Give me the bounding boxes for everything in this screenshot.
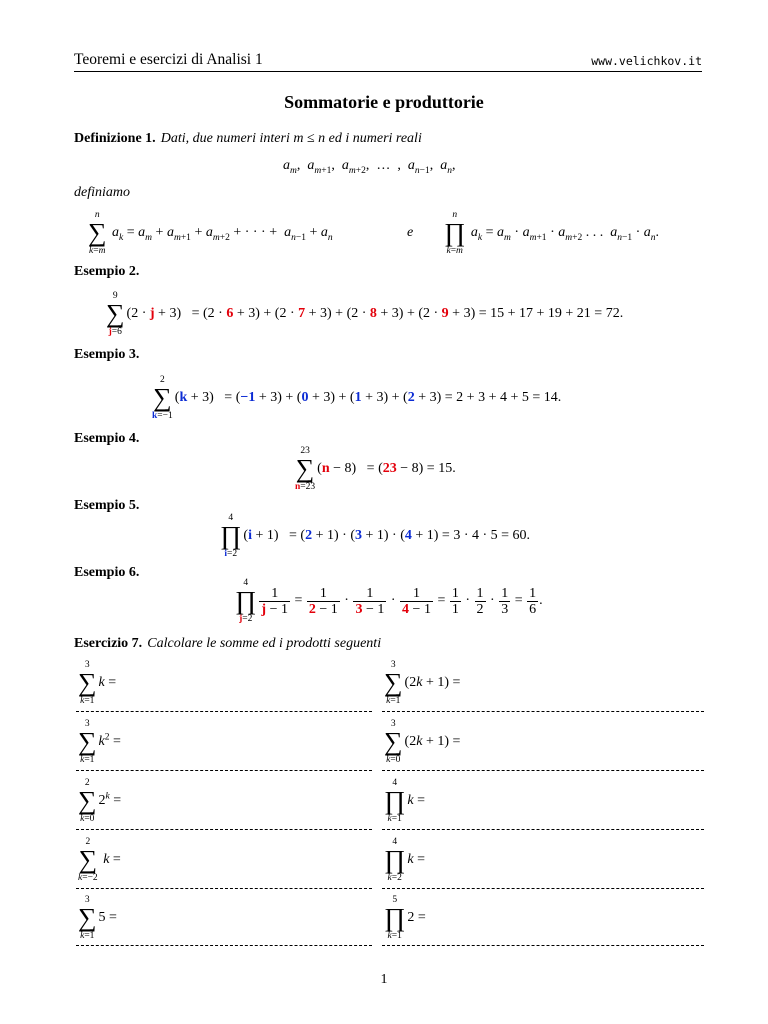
- answer-line[interactable]: [76, 829, 372, 830]
- example-6-label: Esempio 6.: [74, 565, 140, 580]
- definition-label: Definizione 1.: [74, 131, 156, 146]
- exercise-item-prod-k-from-1: 4 ∏ k=1 k =: [384, 778, 426, 824]
- exercise-item-sum-k-neg2: 2 ∑ k=−2 k =: [78, 837, 121, 883]
- header-url[interactable]: www.velichkov.it: [591, 54, 702, 68]
- exercise-item-prod-k-from-2: 4 ∏ k=2 k =: [384, 837, 426, 883]
- sum-definition-formula: n ∑ k=m $a_k = a_m + a_{m+1} + a_{m+2}$ + · · · + $a_{n-1} + a_n$: [88, 210, 333, 256]
- definition-text: Dati, due numeri interi m ≤ n ed i numeri reali: [160, 131, 422, 146]
- exercise-item-prod-2: 5 ∏ k=1 2 =: [384, 895, 426, 941]
- example-5-label: Esempio 5.: [74, 498, 140, 513]
- exercise-label: Esercizio 7.: [74, 636, 143, 651]
- exercise-7: [74, 632, 381, 652]
- example-4-label: Esempio 4.: [74, 431, 140, 446]
- header-rule: [74, 71, 702, 72]
- header-title: Teoremi e esercizi di Analisi 1: [74, 51, 263, 68]
- answer-line[interactable]: [382, 888, 704, 889]
- answer-line[interactable]: [76, 945, 372, 946]
- exercise-item-sum-k-squared: 3 ∑ k=1 $k^2$ =: [78, 719, 121, 765]
- exercise-item-sum-2k-plus-1: 3 ∑ k=1 (2k + 1) =: [384, 660, 461, 706]
- exercise-text: Calcolare le somme ed i prodotti seguenti: [147, 636, 382, 651]
- example-3-formula: 2 ∑ k=−1 (k + 3) = (−1 + 3) + (0 + 3) + (1 + 3) + (2 + 3) = 2 + 3 + 4 + 5 = 14.: [152, 375, 562, 421]
- product-definition-formula: n ∏ k=m $a_k = a_m \cdot a_{m+1} \cdot a_{m+2}$ . . . $a_{n-1} \cdot a_n$.: [444, 210, 659, 256]
- answer-line[interactable]: [76, 770, 372, 771]
- example-2-label: Esempio 2.: [74, 264, 140, 279]
- answer-line[interactable]: [382, 829, 704, 830]
- definiamo-text: definiamo: [74, 185, 130, 200]
- exercise-item-sum-5: 3 ∑ k=1 5 =: [78, 895, 117, 941]
- definition-1: [74, 127, 422, 147]
- exercise-item-sum-k: 3 ∑ k=1 k =: [78, 660, 117, 706]
- answer-line[interactable]: [382, 945, 704, 946]
- example-6-formula: 4 ∏ j=2 $\frac{1}{j - 1}$ = $\frac{1}{2 - 1}$ · $\frac{1}{3 - 1}$ · $\frac{1}{4 - 1}$ = $\frac{1}{1}$ · $\frac{1}{2}$ · $\frac{1}{3}$ = $\frac{1}{6}$ .: [235, 578, 543, 624]
- page-title: Sommatorie e produttorie: [284, 92, 484, 112]
- example-2-formula: 9 ∑ j=6 (2 · j + 3) = (2 · 6 + 3) + (2 · 7 + 3) + (2 · 8 + 3) + (2 · 9 + 3) = 15 + 17 + 19 + 21 = 72.: [106, 291, 624, 337]
- answer-line[interactable]: [382, 770, 704, 771]
- conjunction-e: e: [407, 225, 414, 240]
- answer-line[interactable]: [76, 888, 372, 889]
- exercise-item-sum-2-pow-k: 2 ∑ k=0 $2^k$ =: [78, 778, 122, 824]
- example-4-formula: 23 ∑ n=23 (n − 8) = (23 − 8) = 15.: [295, 446, 456, 492]
- page-number: 1: [380, 972, 388, 987]
- exercise-item-sum-2k-plus-1-from-0: 3 ∑ k=0 (2k + 1) =: [384, 719, 461, 765]
- answer-line[interactable]: [382, 711, 704, 712]
- answer-line[interactable]: [76, 711, 372, 712]
- example-3-label: Esempio 3.: [74, 347, 140, 362]
- example-5-formula: 4 ∏ i=2 (i + 1) = (2 + 1) · (3 + 1) · (4 + 1) = 3 · 4 · 5 = 60.: [220, 513, 531, 559]
- sequence-formula: $a_m$, $a_{m+1}$, $a_{m+2}$, … , $a_{n-1}$, $a_n$,: [283, 158, 456, 176]
